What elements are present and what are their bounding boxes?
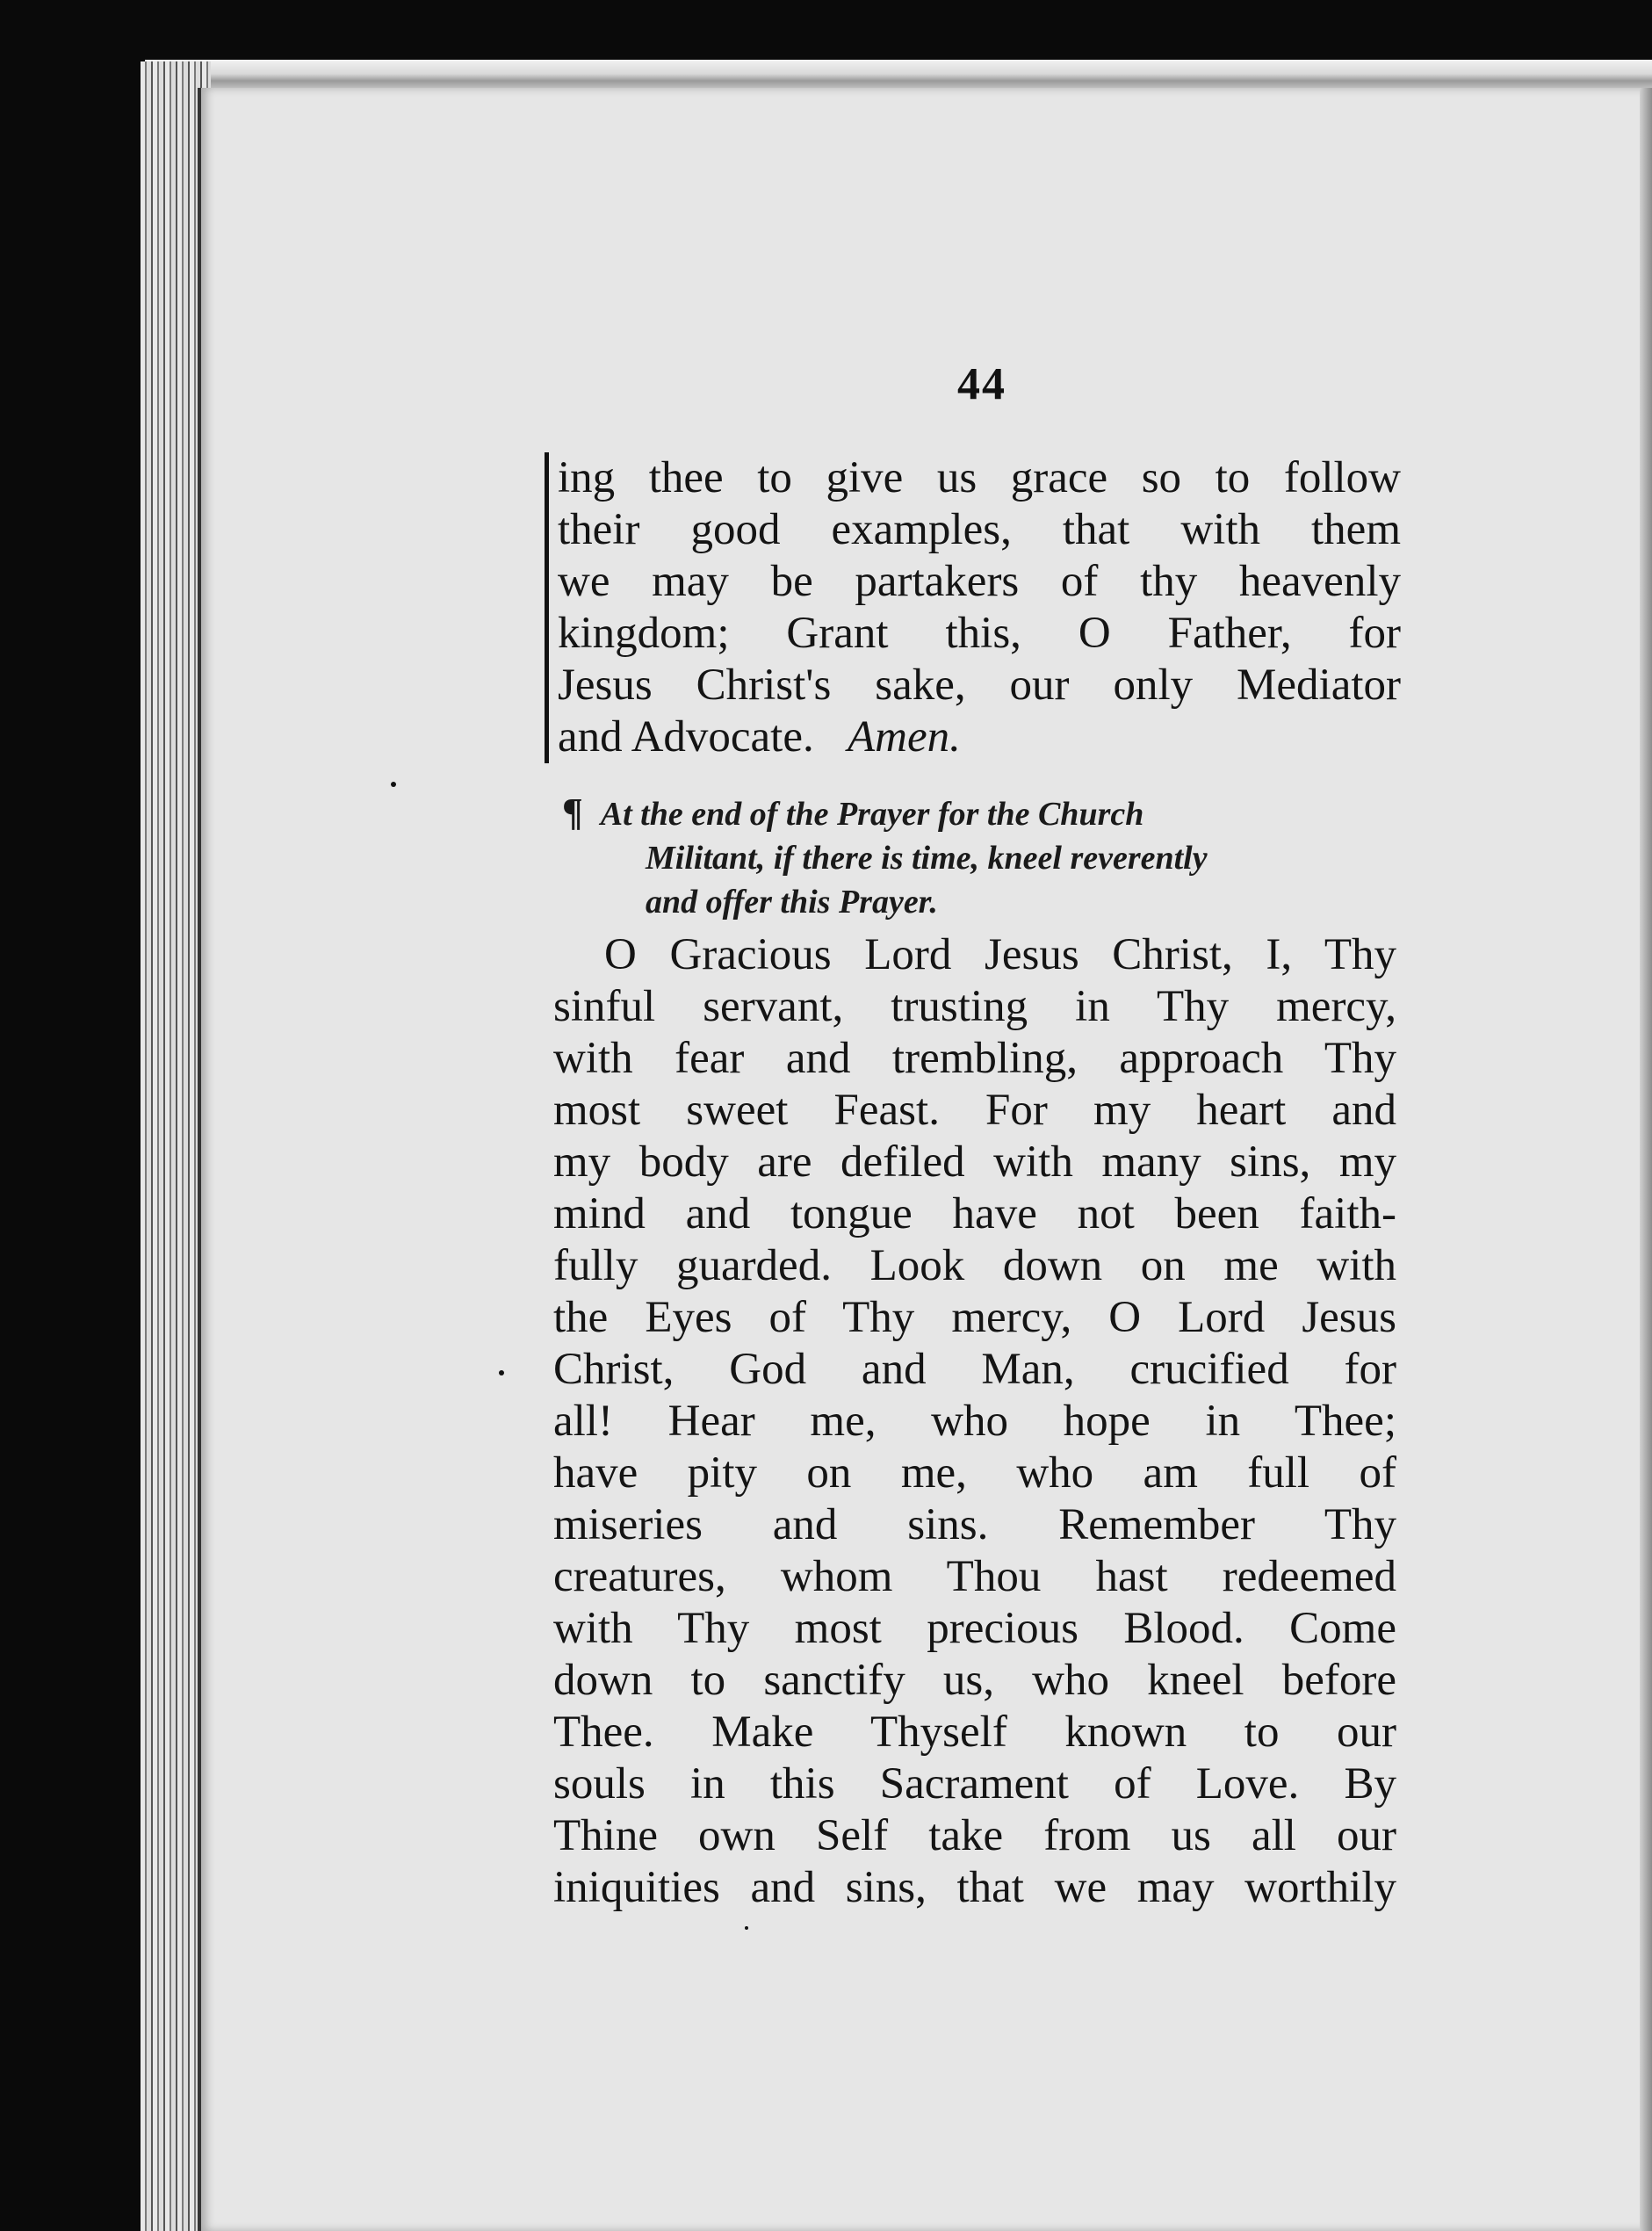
rubric-instruction <box>562 791 1405 924</box>
prayer-line: souls in this Sacrament of Love. By <box>553 1759 1396 1809</box>
prayer-line: with Thy most precious Blood. Come <box>553 1604 1396 1653</box>
ink-speck <box>391 782 396 787</box>
prayer-line: most sweet Feast. For my heart and <box>553 1086 1396 1135</box>
text-line: we may be partakers of thy heavenly <box>558 557 1401 606</box>
ink-speck <box>745 1926 748 1930</box>
rubric-line: At the end of the Prayer for the Church <box>600 796 1144 833</box>
ink-speck <box>499 1370 504 1375</box>
text-line: their good examples, that with them <box>558 505 1401 554</box>
prayer-line: Christ, God and Man, crucified for <box>553 1345 1396 1394</box>
prayer-line: Thee. Make Thyself known to our <box>553 1708 1396 1757</box>
prayer-line: O Gracious Lord Jesus Christ, I, Thy <box>604 930 1396 979</box>
continuation-paragraph <box>545 452 1401 763</box>
prayer-line: Thine own Self take from us all our <box>553 1811 1396 1860</box>
prayer-line: iniquities and sins, that we may worthily <box>553 1863 1396 1912</box>
prayer-paragraph <box>553 929 1396 1914</box>
text-line: and Advocate. <box>558 712 814 762</box>
prayer-line: the Eyes of Thy mercy, O Lord Jesus <box>553 1293 1396 1342</box>
text-line-final <box>558 711 1401 763</box>
rubric-line-first <box>562 791 1405 836</box>
rubric-line: Militant, if there is time, kneel reverently <box>646 840 1208 877</box>
rubric-line: and offer this Prayer. <box>646 884 938 921</box>
pilcrow-icon: ¶ <box>562 791 583 834</box>
prayer-line: have pity on me, who am full of <box>553 1448 1396 1498</box>
prayer-line: creatures, whom Thou hast redeemed <box>553 1552 1396 1601</box>
page-number: 44 <box>957 359 1006 409</box>
prayer-line: my body are defiled with many sins, my <box>553 1137 1396 1187</box>
prayer-line: fully guarded. Look down on me with <box>553 1241 1396 1290</box>
prayer-line: down to sanctify us, who kneel before <box>553 1656 1396 1705</box>
book-right-edge <box>1640 88 1652 2231</box>
prayer-line: sinful servant, trusting in Thy mercy, <box>553 982 1396 1031</box>
prayer-line: all! Hear me, who hope in Thee; <box>553 1397 1396 1446</box>
text-line: kingdom; Grant this, O Father, for <box>558 609 1401 658</box>
prayer-line: mind and tongue have not been faith- <box>553 1189 1396 1238</box>
prayer-line: miseries and sins. Remember Thy <box>553 1500 1396 1549</box>
amen-word: Amen. <box>847 712 961 762</box>
prayer-line: with fear and trembling, approach Thy <box>553 1034 1396 1083</box>
text-line: ing thee to give us grace so to follow <box>558 453 1401 502</box>
text-line: Jesus Christ's sake, our only Mediator <box>558 661 1401 710</box>
